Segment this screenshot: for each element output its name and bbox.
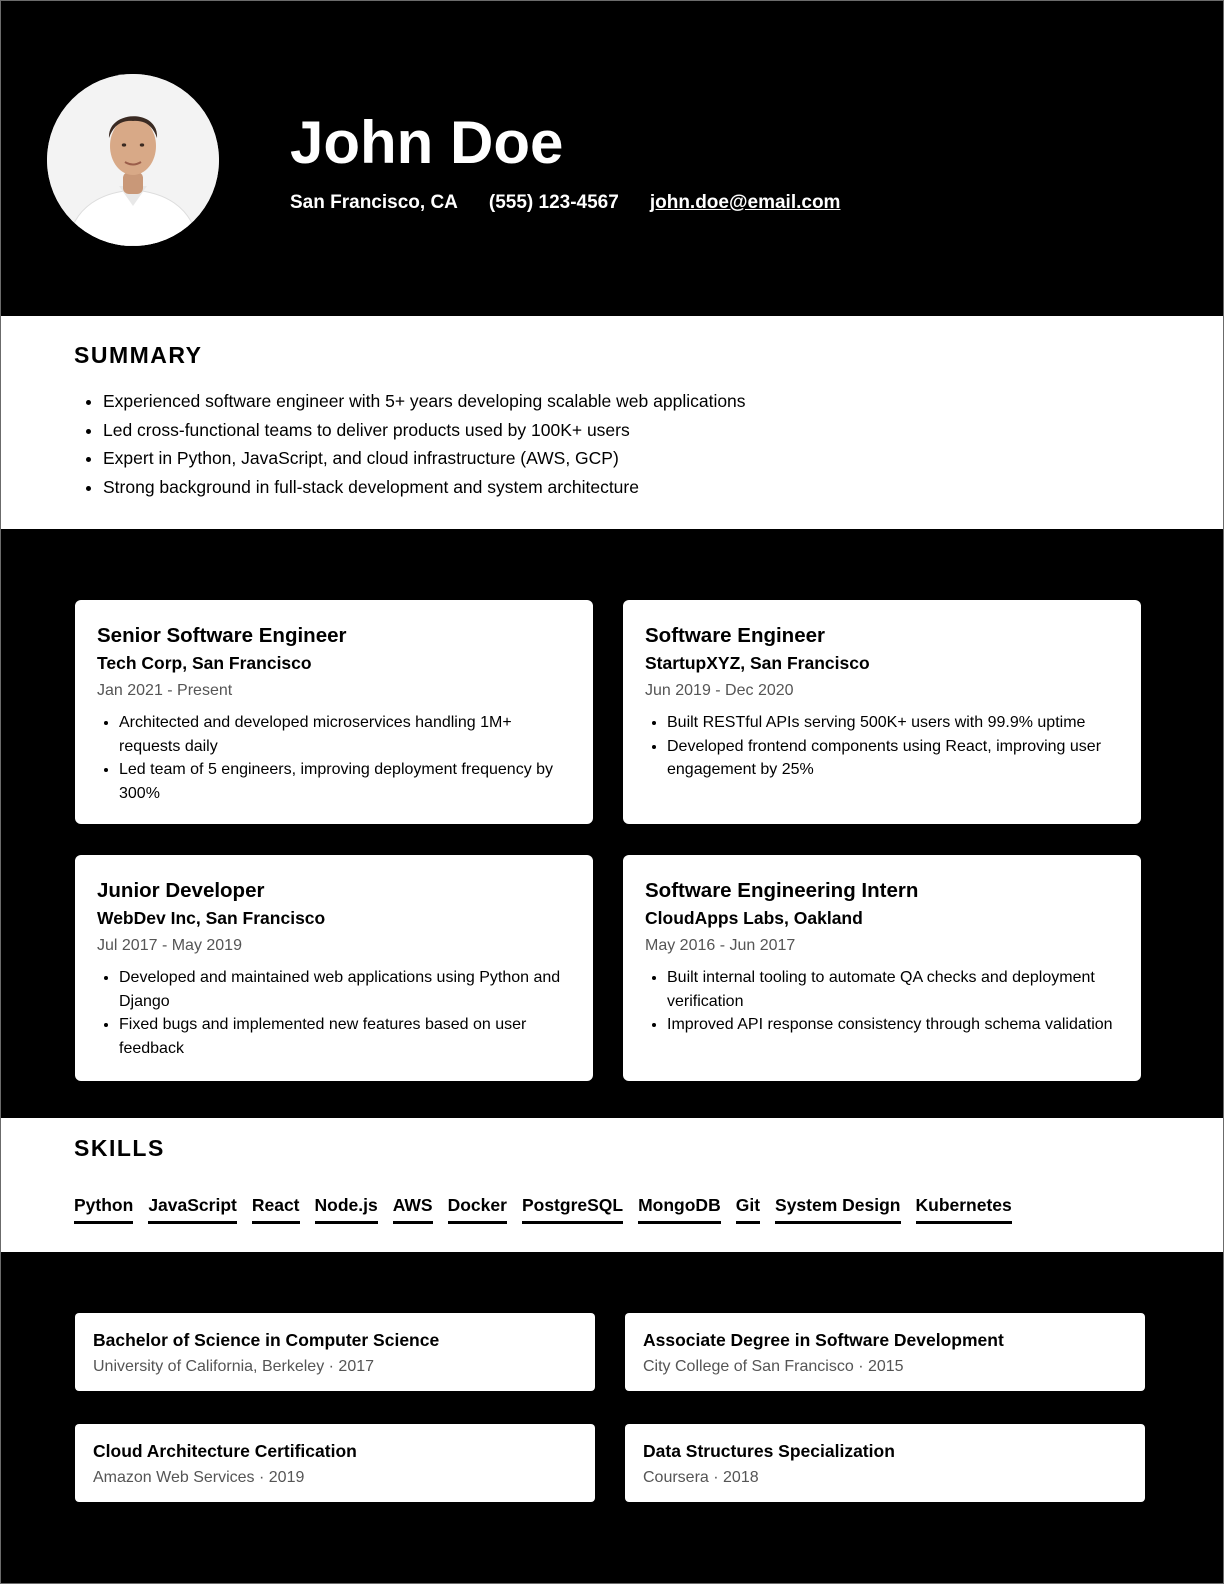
profile-photo-icon [47,74,219,246]
job-dates: Jul 2017 - May 2019 [97,937,242,954]
job-company: WebDev Inc, San Francisco [97,908,326,928]
avatar [47,74,219,246]
education-degree: Cloud Architecture Certification [93,1441,357,1461]
job-dates: Jan 2021 - Present [97,682,233,699]
skill-tag: Node.js [315,1194,378,1224]
skills-section [1,1118,1223,1252]
education-meta: City College of San Francisco · 2015 [643,1358,904,1375]
education-card [625,1424,1145,1502]
experience-card [75,855,593,1081]
job-dates: Jun 2019 - Dec 2020 [645,682,794,699]
skill-tag: Python [74,1194,133,1224]
skill-tag: AWS [393,1194,433,1224]
job-bullet: • Fixed bugs and implemented new features based on user feedback [119,1013,571,1060]
education-meta: Amazon Web Services · 2019 [93,1469,305,1486]
job-bullets [645,711,1119,782]
summary-item: • Led cross-functional teams to deliver products used by 100K+ users [103,416,746,445]
summary-item: • Experienced software engineer with 5+ years developing scalable web applications [103,387,746,416]
skill-tag: MongoDB [638,1194,721,1224]
job-title: Senior Software Engineer [97,624,347,647]
location-text: San Francisco, CA [290,192,458,213]
job-dates: May 2016 - Jun 2017 [645,937,796,954]
skill-tag: JavaScript [148,1194,237,1224]
resume-header [1,1,1223,316]
education-meta: University of California, Berkeley · 2017 [93,1358,375,1375]
job-title: Software Engineer [645,624,825,647]
job-bullet: • Developed frontend components using React, improving user engagement by 25% [667,735,1119,782]
skills-heading: SKILLS [74,1135,165,1161]
summary-item: • Strong background in full-stack development and system architecture [103,473,746,502]
job-bullets [645,966,1119,1037]
job-bullet: • Led team of 5 engineers, improving deployment frequency by 300% [119,758,571,805]
job-bullet: • Built internal tooling to automate QA checks and deployment verification [667,966,1119,1013]
job-company: StartupXYZ, San Francisco [645,653,870,673]
skill-tag: Kubernetes [916,1194,1012,1224]
education-meta: Coursera · 2018 [643,1469,759,1486]
email-link[interactable]: john.doe@email.com [649,192,841,213]
summary-heading: SUMMARY [74,342,203,368]
job-bullet: • Developed and maintained web applications using Python and Django [119,966,571,1013]
job-title: Junior Developer [97,879,265,902]
skill-tag: Docker [448,1194,507,1224]
education-degree: Data Structures Specialization [643,1441,895,1461]
job-company: Tech Corp, San Francisco [97,653,312,673]
education-degree: Bachelor of Science in Computer Science [93,1330,440,1350]
experience-card [623,855,1141,1081]
job-bullets [97,966,571,1060]
experience-card [623,600,1141,824]
experience-card [75,600,593,824]
job-title: Software Engineering Intern [645,879,919,902]
skill-tag: System Design [775,1194,900,1224]
education-card [75,1424,595,1502]
skill-tag: PostgreSQL [522,1194,623,1224]
skills-list [74,1194,1012,1224]
contact-info [290,191,840,215]
education-card [75,1313,595,1391]
summary-list [74,387,746,502]
skill-tag: React [252,1194,300,1224]
job-bullet: • Improved API response consistency through schema validation [667,1013,1119,1037]
education-card [625,1313,1145,1391]
job-bullet: • Built RESTful APIs serving 500K+ users with 99.9% uptime [667,711,1119,735]
skill-tag: Git [736,1194,760,1224]
job-bullet: • Architected and developed microservices handling 1M+ requests daily [119,711,571,758]
person-name: John Doe [290,109,564,176]
education-degree: Associate Degree in Software Development [643,1330,1004,1350]
phone-text: (555) 123-4567 [488,192,619,213]
summary-item: • Expert in Python, JavaScript, and cloud infrastructure (AWS, GCP) [103,444,746,473]
job-company: CloudApps Labs, Oakland [645,908,863,928]
job-bullets [97,711,571,805]
